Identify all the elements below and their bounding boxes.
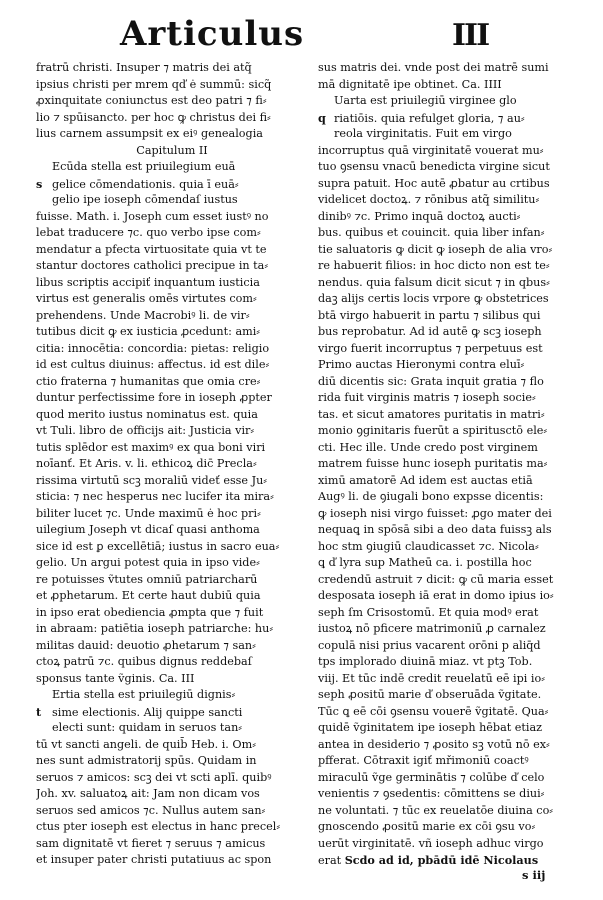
text-line: ximū amatorē Ad idem est auctas etiā xyxy=(318,473,533,487)
text-line: Ertia stella est priuilegiū dignis⸗ xyxy=(52,688,236,701)
signature-mark: s iij xyxy=(522,868,546,882)
text-line: viij. Et tūc indē credit reuelatū eē ipi io⸗ xyxy=(318,671,545,685)
catchword-text: Scdo ad id, pbādū idē Nicolaus xyxy=(344,853,539,867)
page-header xyxy=(0,12,603,62)
text-line: Tūc ꝗ eē cōi ꝯsensu vouerē ṽgitatē. Qua⸗ xyxy=(318,704,549,718)
text-line: quidē ṽginitatem ipe ioseph hēbat etiaz xyxy=(318,721,543,734)
text-line: noīanť. Et Aris. v. li. ethicoꝝ dic̄ Precla⸗ xyxy=(36,457,257,470)
text-line: pfferat. Cōtraxit igiť mřimoniū coactꝰ xyxy=(318,754,529,767)
text-line: reola virginitatis. Fuit em virgo xyxy=(334,127,512,140)
text-line: Joh. xv. saluatoꝝ ait: Jam non dicam vos xyxy=(36,787,260,800)
text-line: tas. et sicut amatores puritatis in matri⸗ xyxy=(318,407,545,421)
text-line: duntur perfectissime fore in ioseph ꝓpter xyxy=(36,391,272,404)
text-line: seruos sed amicos ⁊c. Nullus autem san⸗ xyxy=(36,803,266,817)
text-line: lius carnem assumpsit ex eiꝰ genealogia xyxy=(36,127,263,140)
text-line: sice id est ꝑ excellētiā; iustus in sacro eua⸗ xyxy=(36,539,280,553)
text-line: ctus pter ioseph est electus in hanc precel⸗ xyxy=(36,820,281,833)
text-line: lio ⁊ spūisancto. per hoc ꝙ christus dei fi⸗ xyxy=(36,110,271,124)
text-line: Ecūda stella est priuilegium euā xyxy=(52,160,236,173)
text-line: monio ꝯginitaris fuerūt a spiritusctō ele⸗ xyxy=(318,424,548,437)
text-line: cti. Hec ille. Unde credo post virginem xyxy=(318,440,538,454)
text-line: fratrū christi. Insuper ⁊ matris dei atq̃ xyxy=(36,61,252,74)
text-line: mendatur a pfecta virtuositate quia vt te xyxy=(36,242,267,256)
text-line: et insuper pater christi putatiuus ac spon xyxy=(36,853,272,866)
text-line: sam dignitatē vt fieret ⁊ seruus ⁊ amicus xyxy=(36,836,266,850)
text-line: fuisse. Math. i. Joseph cum esset iustꝰ no xyxy=(36,209,269,223)
catchword-start: erat xyxy=(318,854,342,867)
folio-number: III xyxy=(452,18,489,53)
text-line: credendū astruit ⁊ dicit: ꝙ cū maria esset xyxy=(318,572,554,586)
text-line: ne voluntati. ⁊ tūc ex reuelatōe diuina co⸗ xyxy=(318,803,554,817)
text-line: seruos ⁊ amicos: scꝫ dei vt scti aplī. quibꝰ xyxy=(36,770,272,784)
text-line: rida fuit virginis matris ⁊ ioseph socie⸗ xyxy=(318,391,536,404)
text-line: nes sunt admistratorij spūs. Quidam in xyxy=(36,754,257,767)
text-line: bus. quibus et couincit. quia liber infan⸗ xyxy=(318,226,545,239)
text-line: videlicet doctoꝝ. ⁊ rōnibus atq̃ similitu⸗ xyxy=(318,193,540,206)
text-line: uilegium Joseph vt dicaſ quasi anthoma xyxy=(36,523,260,536)
text-line: hoc stm ꝯiugiū claudicasset ⁊c. Nicola⸗ xyxy=(318,539,539,553)
text-line: diū dicentis sic: Grata inquit gratia ⁊ flo xyxy=(318,374,544,388)
text-line: libus scriptis accipiť inquantum iusticia xyxy=(36,275,260,289)
catchword-line xyxy=(318,852,582,869)
guide-letter: t xyxy=(36,704,42,719)
text-line: ꝓxinquitate coniunctus est deo patri ⁊ fi⸗ xyxy=(36,94,267,107)
text-line: Primo auctas Hieronymi contra eluī⸗ xyxy=(318,358,525,371)
text-line: ctoꝝ patrū ⁊c. quibus dignus reddebaſ xyxy=(36,655,252,668)
text-line xyxy=(36,704,308,721)
text-line: sus matris dei. vnde post dei matrē sumi xyxy=(318,61,549,74)
text-line: re potuisses ṽtutes omniū patriarcharū xyxy=(36,572,258,586)
text-line: nequaꝗ in spōsā sibi a deo data fuissꝫ als xyxy=(318,523,552,536)
right-column xyxy=(318,60,582,869)
text-line: miraculū ṽge germinātis ⁊ colūbe ď celo xyxy=(318,770,545,784)
text-line: supra patuit. Hoc autē ꝓbatur au crtibus xyxy=(318,176,550,190)
last-line-left xyxy=(36,869,308,886)
text-line: seph ſm Crisostomū. Et quia modꝰ erat xyxy=(318,605,539,619)
text-line: tps implorado diuinā miaz. vt ptꝫ Tob. xyxy=(318,655,533,668)
text-line: dinibꝰ ⁊c. Primo inquā doctoꝝ aucti⸗ xyxy=(318,209,521,223)
chapter-heading: Capitulum II xyxy=(136,143,208,157)
line-text: gelice cōmendationis. quia ī euā⸗ xyxy=(52,177,239,191)
running-title: Articulus xyxy=(120,14,305,54)
text-line: venientis ⁊ ꝯsedentis: cōmittens se diui⸗ xyxy=(318,787,545,800)
text-line: tutis splēdor est maximꝰ ex qua boni viri xyxy=(36,440,266,454)
text-line: electi sunt: quidam in seruos tan⸗ xyxy=(52,721,243,734)
text-line: tuo ꝯsensu vnacū benedicta virgine sicut xyxy=(318,160,550,173)
text-line: id est cultus diuinus: affectus. id est dile⸗ xyxy=(36,358,270,371)
text-line: antea in desiderio ⁊ ꝓosito sꝫ votū nō ex⸗ xyxy=(318,737,550,751)
text-line: vt Tuli. libro de officijs ait: Justicia vir⸗ xyxy=(36,424,255,437)
text-line: copulā nisi prius vacarent orōni p aliq̄d xyxy=(318,638,541,652)
text-line: matrem fuisse hunc ioseph puritatis ma⸗ xyxy=(318,457,548,470)
text-line: btā virgo habuerit in partu ⁊ silibus qui xyxy=(318,308,541,322)
text-line: daꝫ alijs certis locis vrpore ꝙ obstetrices xyxy=(318,292,549,305)
text-line: nendus. quia falsum dicit sicut ⁊ in qbus⸗ xyxy=(318,275,550,289)
text-line: in abraam: patiētia ioseph patriarche: hu⸗ xyxy=(36,622,274,635)
text-line: iustoꝝ nō pficere matrimoniū ꝓ carnalez xyxy=(318,622,546,635)
text-line: sticia: ⁊ nec hesperus nec lucifer ita mira⸗ xyxy=(36,490,274,503)
text-line: seph ꝓositū marie ď obseruāda ṽgitate. xyxy=(318,688,542,701)
text-line: mā dignitatē ipe obtinet. Ca. IIII xyxy=(318,77,502,91)
text-line: bus reprobatur. Ad id autē ꝙ scꝫ ioseph xyxy=(318,325,542,338)
text-line: stantur doctores catholici precipue in ta⸗ xyxy=(36,259,269,272)
text-line: tie saluatoris ꝙ dicit ꝙ ioseph de alia vro⸗ xyxy=(318,242,553,256)
text-line: rissima virtutū scꝫ moraliū videť esse Ju⸗ xyxy=(36,473,268,487)
guide-letter: s xyxy=(36,176,43,191)
text-line xyxy=(318,110,582,127)
text-line: sponsus tante ṽginis. Ca. III xyxy=(36,671,195,685)
text-line: quod merito iustus nominatus est. quia xyxy=(36,407,258,421)
text-line: Uarta est priuilegiū virginee glo xyxy=(334,94,517,107)
text-line: desposata ioseph iā erat in domo ipius io⸗ xyxy=(318,589,554,602)
text-line: ꝗ ď lyra sup Matheū ca. i. postilla hoc xyxy=(318,556,532,569)
text-line: virgo fuerit incorruptus ⁊ perpetuus est xyxy=(318,341,543,355)
text-line: in ipso erat obediencia ꝓmpta que ⁊ fuit xyxy=(36,605,264,619)
text-line xyxy=(36,176,308,193)
text-line: militas dauid: deuotio ꝓhetarum ⁊ san⸗ xyxy=(36,638,256,652)
text-line: gelio ipe ioseph cōmendaſ iustus xyxy=(52,193,238,206)
text-line: gnoscendo ꝓositū marie ex cōi ꝯsu vo⸗ xyxy=(318,820,536,833)
text-line: biliter lucet ⁊c. Unde maximū ė hoc pri⸗ xyxy=(36,506,261,520)
line-text: riatiōis. quia refulget gloria, ⁊ au⸗ xyxy=(334,111,525,125)
text-line: re habuerit filios: in hoc dicto non est te⸗ xyxy=(318,259,550,272)
text-line: tutibus dicit ꝙ ex iusticia ꝓcedunt: ami⸗ xyxy=(36,325,261,338)
text-line: incorruptus quā virginitatē vouerat mu⸗ xyxy=(318,143,544,157)
text-line: ctio fraterna ⁊ humanitas que omia cre⸗ xyxy=(36,374,261,388)
line-text: sime electionis. Alij quippe sancti xyxy=(52,705,243,719)
left-column xyxy=(36,60,308,885)
guide-letter: q xyxy=(318,110,326,125)
text-line: lebat traducere ⁊c. quo verbo ipse com⸗ xyxy=(36,226,261,239)
text-line: ꝙ ioseph nisi virgo fuisset: ꝓgo mater dei xyxy=(318,506,552,520)
text-line: uerūt virginitatē. vñ ioseph adhuc virgo xyxy=(318,836,544,850)
text-line: citia: innocētia: concordia: pietas: religio xyxy=(36,341,270,355)
text-line: tū vt sancti angeli. de quib̄ Heb. i. Om⸗ xyxy=(36,737,256,751)
text-line: virtus est generalis omēs virtutes com⸗ xyxy=(36,292,257,305)
text-line: ipsius christi per mrem qď ė summū: sicq̃ xyxy=(36,77,272,91)
text-line: et ꝓphetarum. Et certe haut dubiū quia xyxy=(36,589,261,602)
text-line: Augꝰ li. de ꝯiugali bono expsse dicentis: xyxy=(318,490,544,503)
text-line: gelio. Un argui potest quia in ipso vide⸗ xyxy=(36,556,260,569)
text-line: prehendens. Unde Macrobiꝰ li. de vir⸗ xyxy=(36,308,250,322)
